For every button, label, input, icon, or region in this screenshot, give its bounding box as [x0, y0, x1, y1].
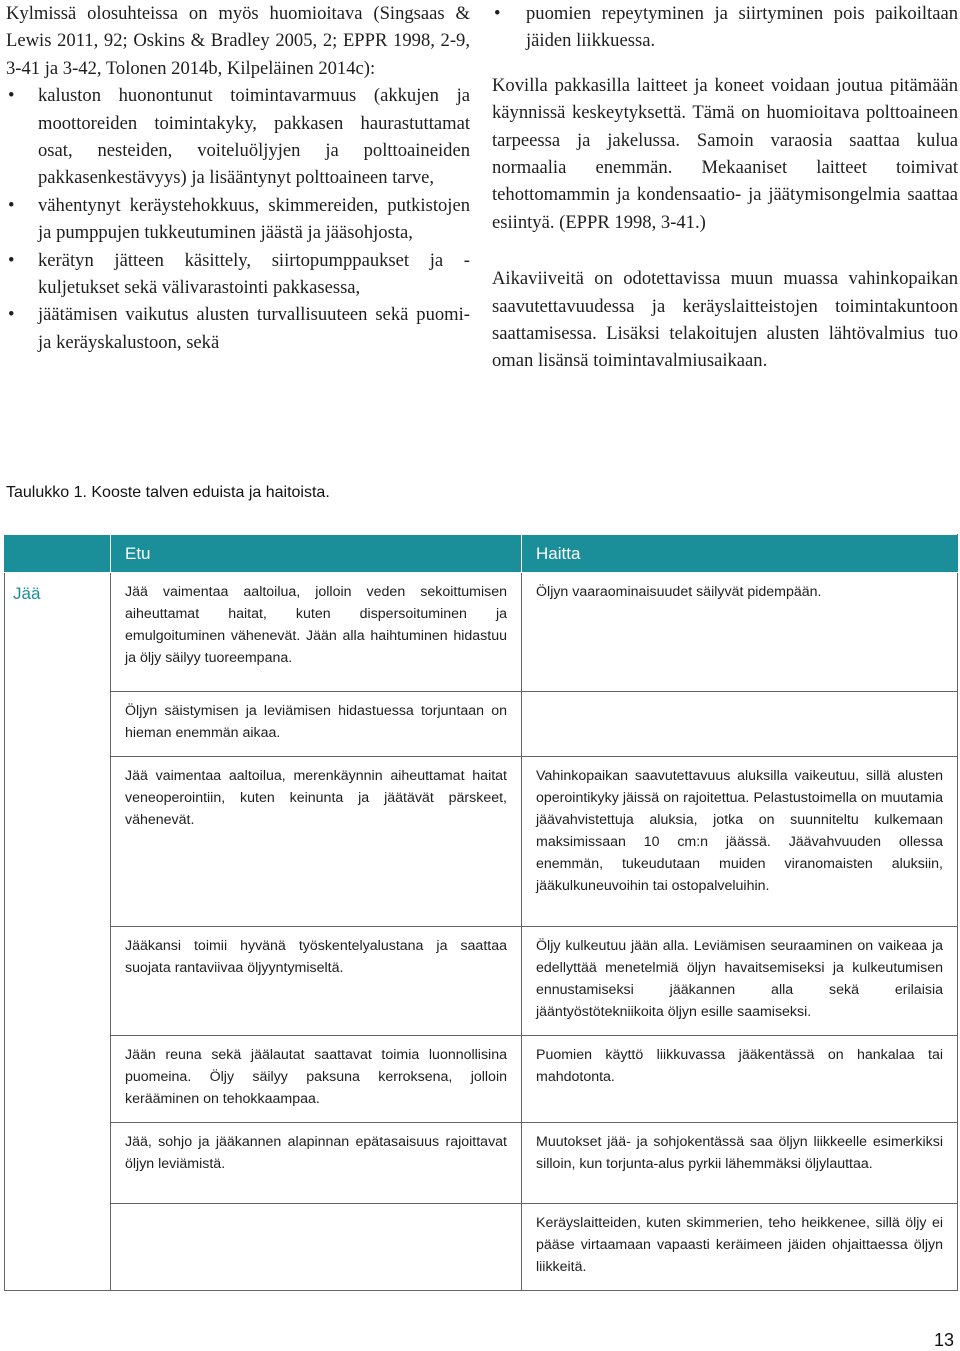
benefit-cell: Öljyn säistymisen ja leviämisen hidastuessa torjuntaan on hieman enemmän aikaa. [111, 692, 522, 757]
table-header-row [5, 535, 958, 573]
bullet-item: • puomien repeytyminen ja siirtyminen pois paikoiltaan jäiden liikkuessa. [492, 0, 958, 55]
benefit-cell: Jään reuna sekä jäälautat saattavat toimia luonnollisina puomeina. Öljy säilyy paksuna kerroksena, jolloin kerääminen on tehokkaampaa. [111, 1036, 522, 1123]
table-row [5, 1123, 958, 1204]
table-row [5, 757, 958, 927]
body-paragraph: Aikaviiveitä on odotettavissa muun muassa vahinkopaikan saavutettavuudessa ja keräyslaitteistojen toimintakuntoon saattamisessa. Lisäksi telakoitujen alusten lähtövalmius tuo oman lisänsä toimintavalmiusaikaan. [492, 268, 958, 372]
drawback-cell: Keräyslaitteiden, kuten skimmerien, teho heikkenee, sillä öljy ei pääse virtaamaan vapaasti keräimeen jäiden ohjaittaessa öljyn liikkeitä. [522, 1204, 958, 1291]
right-bullet-list [492, 0, 958, 55]
table-row [5, 927, 958, 1036]
drawback-cell: Vahinkopaikan saavutettavuus aluksilla vaikeutuu, sillä alusten operointikyky jäissä on rajoitettua. Pelastustoimella on muutamia jäävahvistettuja aluksia, jotka on suunniteltu kulkemaan maksimissaan 10 cm:n jäässä. Jäävahvuuden ollessa enemmän, tukeudutaan muiden viranomaisten aluksiin, jääkulkuneuvoihin tai ostopalveluihin. [522, 757, 958, 927]
drawback-cell: Puomien käyttö liikkuvassa jääkentässä on hankalaa tai mahdotonta. [522, 1036, 958, 1123]
bullet-item: • vähentynyt keräystehokkuus, skimmereiden, putkistojen ja pumppujen tukkeutuminen jäästä ja jääsohjosta, [6, 192, 470, 247]
benefits-drawbacks-table [4, 534, 958, 1291]
bullet-item: • kaluston huonontunut toimintavarmuus (akkujen ja moottoreiden toimintakyky, pakkasen haurastuttamat osat, nesteiden, voiteluöljyjen ja polttoaineiden pakkasenkestävyys) ja lisääntynyt polttoaineen tarve, [6, 82, 470, 192]
benefit-cell [111, 1204, 522, 1291]
drawback-cell: Muutokset jää- ja sohjokentässä saa öljyn liikkeelle esimerkiksi silloin, kun torjunta-alus pyrkii lähemmäksi öljylauttaa. [522, 1123, 958, 1204]
benefit-cell: Jääkansi toimii hyvänä työskentelyalustana ja saattaa suojata rantaviivaa öljyyntymiseltä. [111, 927, 522, 1036]
table-row [5, 573, 958, 692]
left-text-column [6, 0, 470, 356]
header-corner-cell [5, 535, 111, 573]
table-row [5, 692, 958, 757]
drawback-cell [522, 692, 958, 757]
header-drawback: Haitta [522, 535, 958, 573]
table-row [5, 1204, 958, 1291]
row-label-ice: Jää [5, 573, 111, 1291]
header-benefit: Etu [111, 535, 522, 573]
benefit-cell: Jää vaimentaa aaltoilua, merenkäynnin aiheuttamat haitat veneoperointiin, kuten keinunta ja jäätävät pärskeet, vähenevät. [111, 757, 522, 927]
benefit-cell: Jää, sohjo ja jääkannen alapinnan epätasaisuus rajoittavat öljyn leviämistä. [111, 1123, 522, 1204]
page-number: 13 [933, 1330, 954, 1350]
intro-paragraph: Kylmissä olosuhteissa on myös huomioitava (Singsaas & Lewis 2011, 92; Oskins & Bradley 2005, 2; EPPR 1998, 2-9, 3-41 ja 3-42, Tolonen 2014b, Kilpeläinen 2014c): [6, 3, 470, 79]
body-paragraph: Kovilla pakkasilla laitteet ja koneet voidaan joutua pitämään käynnissä keskeytyksettä. Tämä on huomioitava polttoaineen tarpeessa ja jakelussa. Samoin varaosia saattaa kulua normaalia enemmän. Mekaaniset laitteet toimivat tehottomammin ja kondensaatio- ja jäätymisongelmia saattaa esiintyä. (EPPR 1998, 3-41.) [492, 74, 958, 233]
table-row [5, 1036, 958, 1123]
bullet-item: • kerätyn jätteen käsittely, siirtopumppaukset ja -kuljetukset sekä välivarastointi pakkasessa, [6, 247, 470, 302]
left-bullet-list [6, 82, 470, 356]
table-caption: Taulukko 1. Kooste talven eduista ja haitoista. [6, 484, 330, 501]
drawback-cell: Öljy kulkeutuu jään alla. Leviämisen seuraaminen on vaikeaa ja edellyttää menetelmiä öljyn havaitsemiseksi ja kulkeutumisen ennustamiseksi jääkannen alla sekä erilaisia jääntyöstötekniikoita öljyn esille saamiseksi. [522, 927, 958, 1036]
right-text-column [492, 0, 958, 375]
drawback-cell: Öljyn vaaraominaisuudet säilyvät pidempään. [522, 573, 958, 692]
benefit-cell: Jää vaimentaa aaltoilua, jolloin veden sekoittumisen aiheuttamat haitat, kuten dispersoituminen ja emulgoituminen vähenevät. Jään alla haihtuminen hidastuu ja öljy säilyy tuoreempana. [111, 573, 522, 692]
bullet-item: • jäätämisen vaikutus alusten turvallisuuteen sekä puomi- ja keräyskalustoon, sekä [6, 301, 470, 356]
